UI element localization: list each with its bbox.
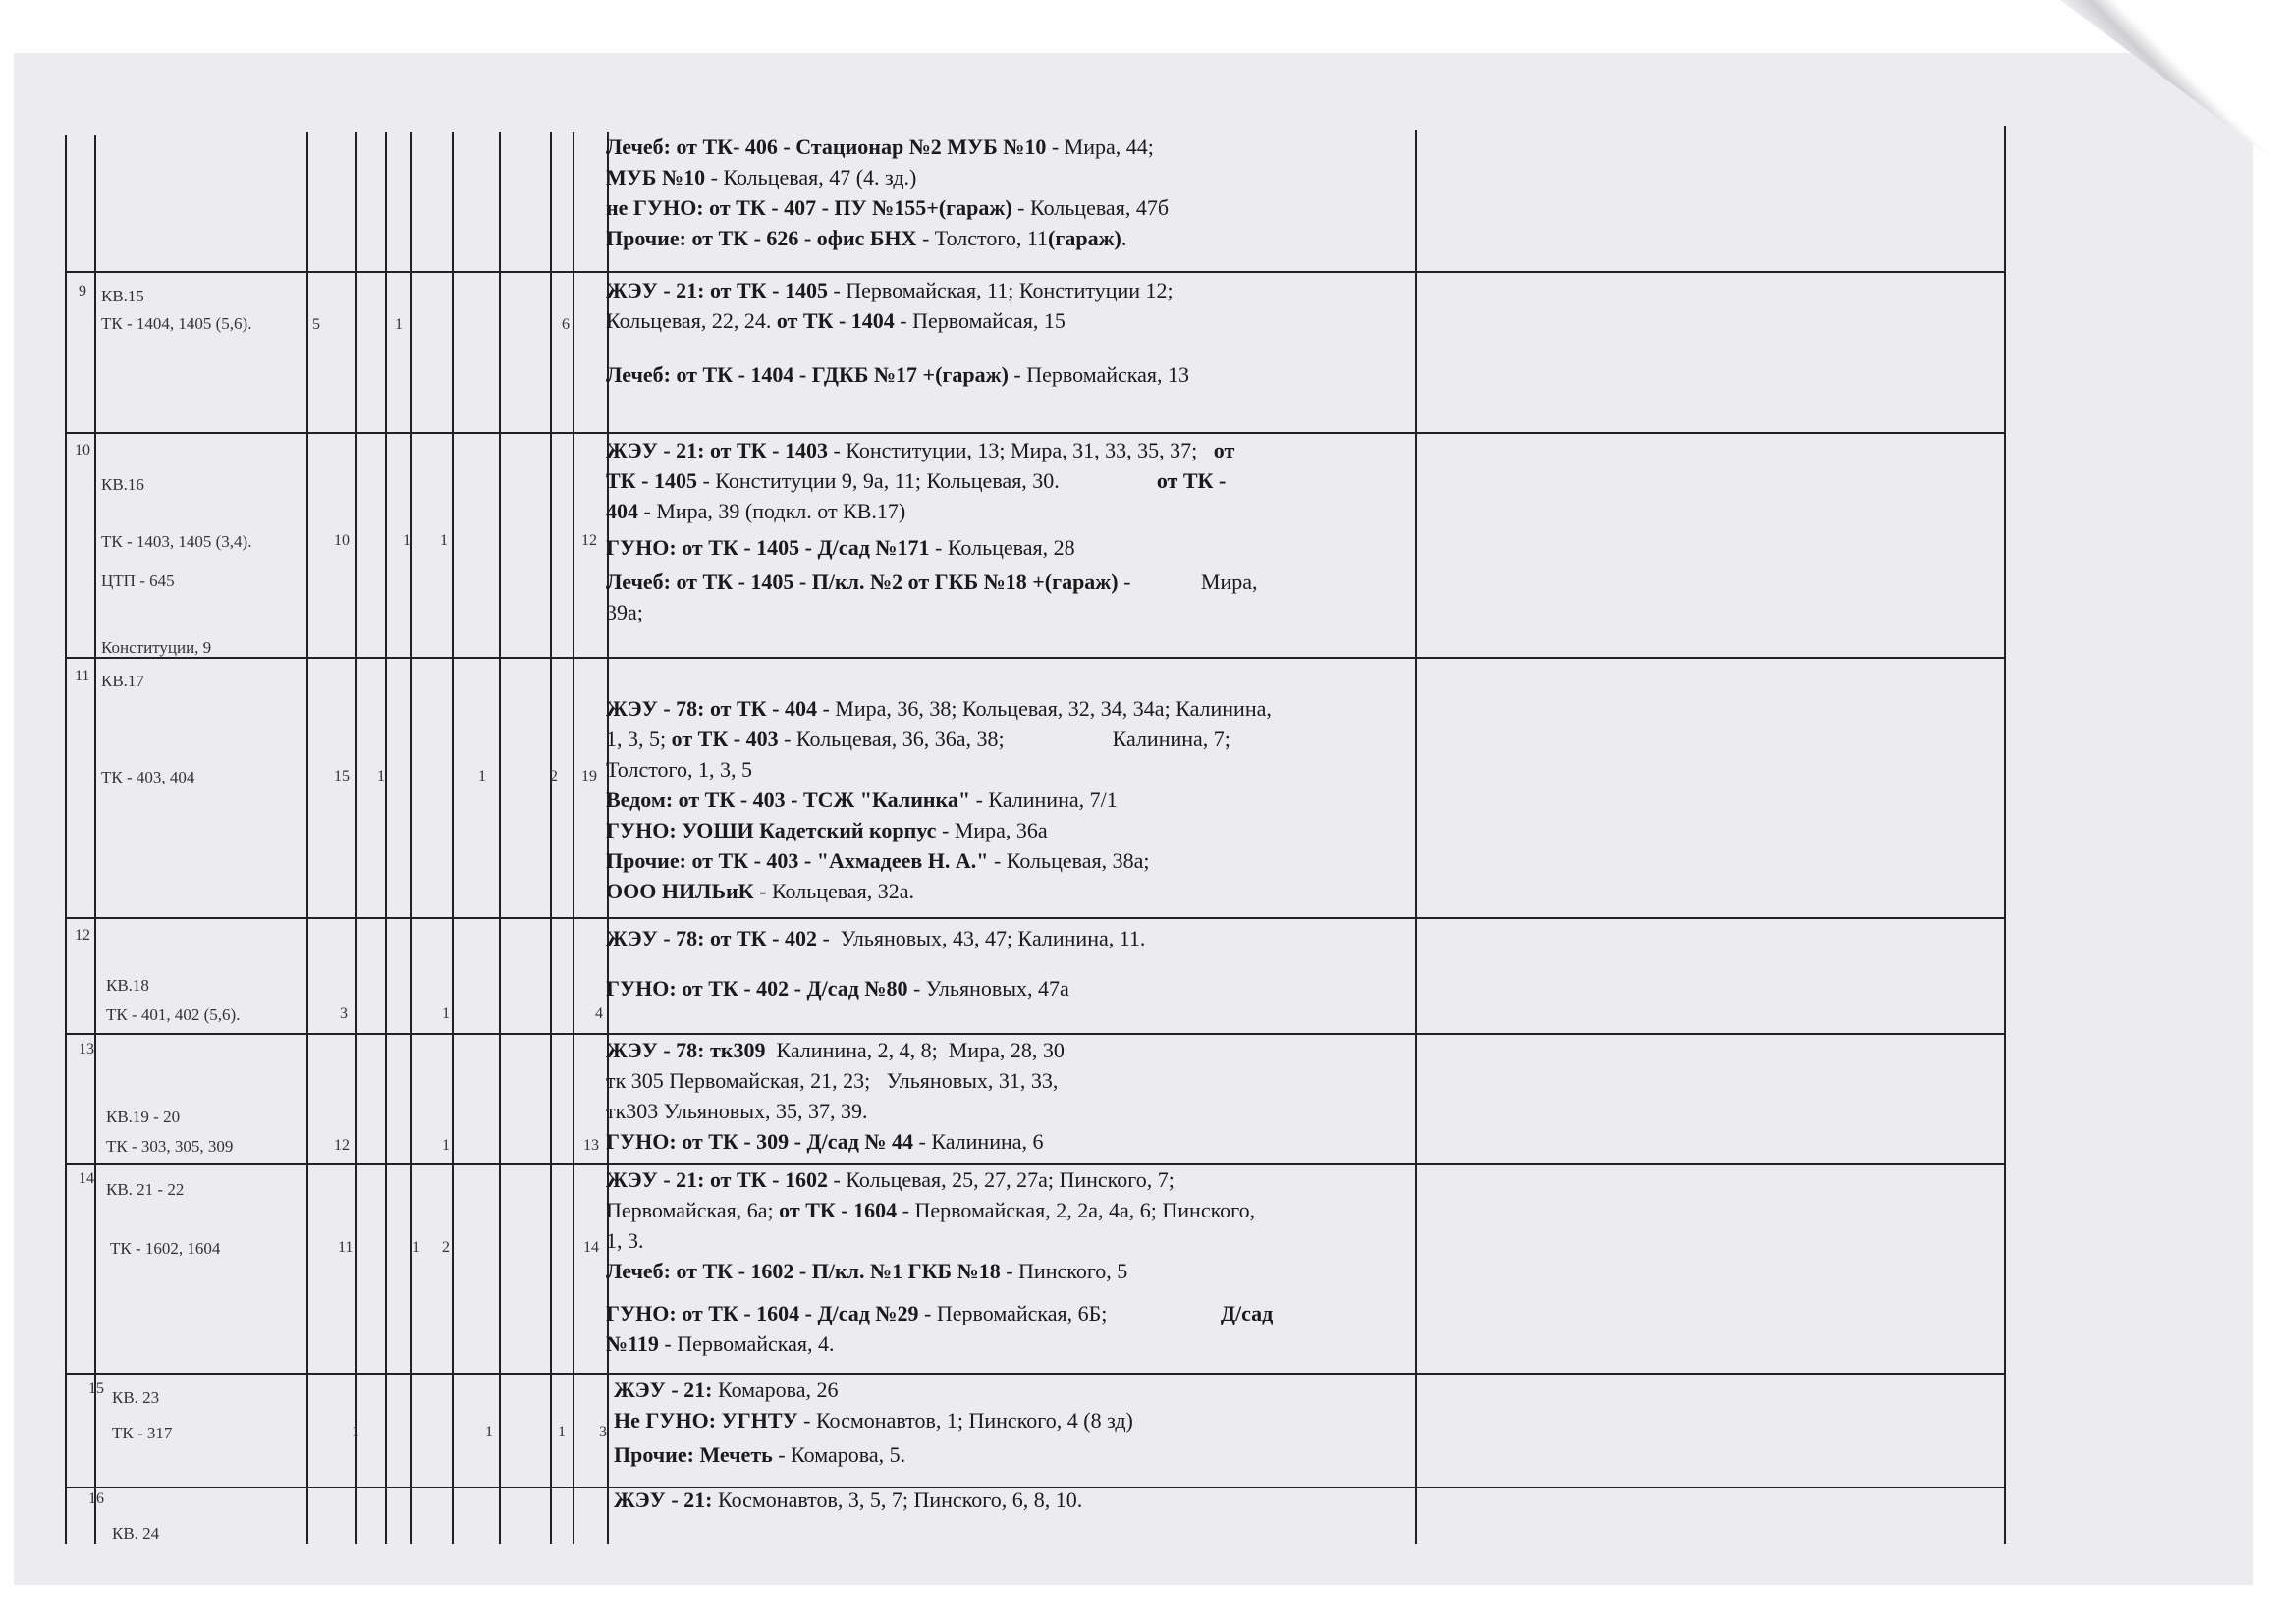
- description-run: - Мира, 44;: [1046, 135, 1154, 159]
- row-number: 9: [79, 283, 86, 299]
- description-run: Комарова, 26: [712, 1378, 839, 1402]
- description-run: - Кольцевая, 25, 27, 27а; Пинского, 7;: [827, 1167, 1175, 1192]
- description-run: Д/сад: [1220, 1301, 1274, 1325]
- description-run: Калинина, 2, 4, 8; Мира, 28, 30: [765, 1038, 1065, 1062]
- description-run: от: [1213, 438, 1235, 462]
- description-line: [606, 359, 1421, 390]
- row-description: [606, 275, 1421, 390]
- description-run: Прочие: от ТК - 626 - офис БНХ: [606, 226, 917, 250]
- description-line: [606, 923, 1421, 953]
- description-run: Не ГУНО: УГНТУ: [614, 1408, 798, 1433]
- row-extra: ЦТП - 645: [101, 571, 175, 590]
- description-run: 1, 3, 5;: [606, 727, 672, 751]
- description-run: - Конституции, 13; Мира, 31, 33, 35, 37;: [827, 438, 1214, 462]
- description-run: от ТК - 1404: [776, 308, 895, 333]
- description-run: - Пинского, 5: [1000, 1259, 1128, 1283]
- description-line: [606, 1256, 1421, 1286]
- description-line: [606, 1328, 1421, 1359]
- row-number: 10: [75, 442, 90, 459]
- description-line: [614, 1439, 1429, 1470]
- row-district: КВ. 24: [112, 1524, 160, 1542]
- description-line: [606, 192, 1421, 223]
- description-run: - Первомайская, 13: [1008, 362, 1190, 387]
- row-count: 1: [442, 1137, 450, 1154]
- description-line: [606, 815, 1421, 845]
- row-total: 3: [599, 1424, 607, 1440]
- row-count: 1: [352, 1424, 359, 1440]
- description-line: [614, 1375, 1429, 1405]
- row-description: [606, 1035, 1421, 1157]
- description-run: ГУНО: от ТК - 1405 - Д/сад №171: [606, 535, 930, 560]
- description-line: [606, 1065, 1421, 1096]
- description-run: - Мира, 36а: [936, 818, 1048, 842]
- description-line: [606, 435, 1421, 465]
- description-line: [606, 1096, 1421, 1126]
- row-tk: ТК - 1602, 1604: [110, 1239, 221, 1258]
- description-line: [606, 845, 1421, 876]
- row-number: 13: [79, 1041, 94, 1057]
- row-district: КВ.17: [101, 672, 144, 690]
- row-count: 1: [442, 1005, 450, 1022]
- description-run: - Первомайсая, 15: [894, 308, 1066, 333]
- description-run: - Ульяновых, 43, 47; Калинина, 11.: [816, 926, 1146, 950]
- row-description: [606, 923, 1421, 1003]
- description-run: Лечеб: от ТК- 406 - Стационар №2 МУБ №10: [606, 135, 1047, 159]
- description-run: - Кольцевая, 47 (4. зд.): [705, 165, 917, 189]
- description-run: - Комарова, 5.: [772, 1442, 906, 1467]
- description-line: [606, 876, 1421, 906]
- row-count: 10: [334, 532, 350, 549]
- description-run: - Первомайская, 4.: [658, 1331, 835, 1356]
- description-line: [606, 597, 1421, 627]
- description-run: ГУНО: УОШИ Кадетский корпус: [606, 818, 937, 842]
- row-count: 2: [550, 768, 558, 784]
- description-run: ЖЭУ - 78: от ТК - 404: [606, 696, 817, 721]
- row-total: 12: [581, 532, 597, 549]
- row-total: 4: [595, 1005, 603, 1022]
- description-line: [606, 275, 1421, 305]
- row-tk: ТК - 317: [112, 1424, 173, 1442]
- row-district: КВ. 21 - 22: [106, 1180, 185, 1199]
- description-line: [614, 1405, 1429, 1435]
- row-number: 16: [88, 1490, 104, 1507]
- description-line: [606, 496, 1421, 526]
- row-district: КВ.19 - 20: [106, 1108, 181, 1126]
- row-count: 2: [442, 1239, 450, 1256]
- description-run: Лечеб: от ТК - 1602 - П/кл. №1 ГКБ №18: [606, 1259, 1001, 1283]
- description-run: - Кольцевая, 36, 36а, 38; Калинина, 7;: [778, 727, 1230, 751]
- row-count: 5: [312, 316, 320, 333]
- row-count: 1: [403, 532, 410, 549]
- description-run: - Первомайская, 11; Конституции 12;: [827, 278, 1174, 302]
- description-run: - Кольцевая, 47б: [1011, 195, 1170, 220]
- row-count: 1: [440, 532, 448, 549]
- description-run: - Кольцевая, 28: [929, 535, 1075, 560]
- row-count: 15: [334, 768, 350, 784]
- description-run: - Калинина, 7/1: [970, 787, 1118, 812]
- row-extra2: Конституции, 9: [101, 638, 212, 657]
- description-run: ООО НИЛЬиК: [606, 879, 754, 903]
- description-line: [606, 162, 1421, 192]
- description-run: ТК - 1405: [606, 468, 697, 493]
- description-line: [606, 754, 1421, 784]
- description-run: от ТК - 1604: [779, 1198, 898, 1222]
- description-run: Ведом: от ТК - 403 - ТСЖ "Калинка": [606, 787, 971, 812]
- description-line: [614, 1485, 1429, 1515]
- description-run: - Мира,: [1118, 569, 1258, 594]
- row-description: [606, 1164, 1421, 1359]
- description-run: Кольцевая, 22, 24.: [606, 308, 777, 333]
- description-run: ГУНО: от ТК - 309 - Д/сад № 44: [606, 1129, 914, 1154]
- row-district: КВ.18: [106, 976, 149, 995]
- description-run: ЖЭУ - 21:: [614, 1378, 713, 1402]
- row-description: [614, 1375, 1429, 1470]
- row-description: [606, 132, 1421, 253]
- description-run: №119: [606, 1331, 659, 1356]
- row-district: КВ. 23: [112, 1388, 160, 1407]
- description-run: ЖЭУ - 21: от ТК - 1602: [606, 1167, 828, 1192]
- description-line: [606, 223, 1421, 253]
- description-line: [606, 567, 1421, 597]
- description-line: [606, 132, 1421, 162]
- description-run: ЖЭУ - 21: от ТК - 1405: [606, 278, 828, 302]
- description-run: Первомайская, 6а;: [606, 1198, 780, 1222]
- description-run: 1, 3.: [606, 1228, 644, 1253]
- description-run: ЖЭУ - 21:: [614, 1488, 713, 1512]
- description-run: - Космонавтов, 1; Пинского, 4 (8 зд): [797, 1408, 1133, 1433]
- description-run: МУБ №10: [606, 165, 706, 189]
- description-run: - Кольцевая, 38а;: [988, 848, 1150, 873]
- row-count: 3: [340, 1005, 348, 1022]
- description-run: - Калинина, 6: [913, 1129, 1044, 1154]
- description-run: Космонавтов, 3, 5, 7; Пинского, 6, 8, 10.: [712, 1488, 1083, 1512]
- row-description: [614, 1485, 1429, 1515]
- row-total: 14: [583, 1239, 599, 1256]
- row-number: 15: [88, 1380, 104, 1397]
- description-line: [606, 305, 1421, 336]
- description-line: [606, 1195, 1421, 1225]
- row-count: 1: [478, 768, 486, 784]
- description-run: ГУНО: от ТК - 402 - Д/сад №80: [606, 976, 908, 1001]
- description-line: [606, 1126, 1421, 1157]
- description-run: от ТК -: [1156, 468, 1227, 493]
- row-number: 12: [75, 927, 90, 944]
- description-run: (гараж): [1048, 226, 1121, 250]
- description-run: Прочие: Мечеть: [614, 1442, 773, 1467]
- description-line: [606, 693, 1421, 724]
- description-run: от ТК - 403: [671, 727, 779, 751]
- description-run: Толстого, 1, 3, 5: [606, 757, 753, 782]
- description-run: .: [1121, 226, 1127, 250]
- row-description: [606, 435, 1421, 627]
- row-total: 13: [583, 1137, 599, 1154]
- row-district: КВ.16: [101, 475, 144, 494]
- description-run: 39а;: [606, 600, 643, 624]
- description-line: [606, 1225, 1421, 1256]
- description-line: [606, 784, 1421, 815]
- description-line: [606, 1164, 1421, 1195]
- description-line: [606, 532, 1421, 563]
- row-tk: ТК - 303, 305, 309: [106, 1137, 234, 1156]
- description-run: тк303 Ульяновых, 35, 37, 39.: [606, 1099, 868, 1123]
- row-number: 11: [75, 668, 90, 684]
- row-district: КВ.15: [101, 287, 144, 305]
- description-line: [606, 1298, 1421, 1328]
- description-run: - Первомайская, 6Б;: [918, 1301, 1221, 1325]
- row-count: 1: [412, 1239, 420, 1256]
- row-count: 1: [558, 1424, 566, 1440]
- row-count: 12: [334, 1137, 350, 1154]
- row-count: 11: [338, 1239, 354, 1256]
- row-tk: ТК - 1403, 1405 (3,4).: [101, 532, 252, 551]
- row-tk: ТК - 403, 404: [101, 768, 195, 786]
- description-run: 404: [606, 499, 638, 523]
- row-tk: ТК - 1404, 1405 (5,6).: [101, 314, 252, 333]
- description-line: [606, 1035, 1421, 1065]
- row-number: 14: [79, 1170, 94, 1187]
- description-run: - Мира, 39 (подкл. от КВ.17): [638, 499, 906, 523]
- description-run: ГУНО: от ТК - 1604 - Д/сад №29: [606, 1301, 919, 1325]
- row-description: [606, 693, 1421, 906]
- description-line: [606, 724, 1421, 754]
- description-run: - Толстого, 11: [916, 226, 1049, 250]
- description-run: Прочие: от ТК - 403 - "Ахмадеев Н. А.": [606, 848, 989, 873]
- description-run: - Мира, 36, 38; Кольцевая, 32, 34, 34а; Калинина,: [816, 696, 1272, 721]
- row-tk: ТК - 401, 402 (5,6).: [106, 1005, 241, 1024]
- description-run: не ГУНО: от ТК - 407 - ПУ №155+(гараж): [606, 195, 1012, 220]
- description-run: ЖЭУ - 78: от ТК - 402: [606, 926, 817, 950]
- description-run: ЖЭУ - 21: от ТК - 1403: [606, 438, 828, 462]
- description-run: Лечеб: от ТК - 1404 - ГДКБ №17 +(гараж): [606, 362, 1009, 387]
- description-run: Лечеб: от ТК - 1405 - П/кл. №2 от ГКБ №18 +(гараж): [606, 569, 1119, 594]
- description-run: - Кольцевая, 32а.: [753, 879, 915, 903]
- description-line: [606, 465, 1421, 496]
- description-line: [606, 973, 1421, 1003]
- row-total: 19: [581, 768, 597, 784]
- description-run: - Ульяновых, 47а: [907, 976, 1069, 1001]
- description-run: ЖЭУ - 78: тк309: [606, 1038, 766, 1062]
- description-run: тк 305 Первомайская, 21, 23; Ульяновых, 31, 33,: [606, 1068, 1059, 1093]
- row-count: 1: [485, 1424, 493, 1440]
- description-run: - Конституции 9, 9а, 11; Кольцевая, 30.: [696, 468, 1157, 493]
- description-run: - Первомайская, 2, 2а, 4а, 6; Пинского,: [897, 1198, 1256, 1222]
- row-total: 6: [562, 316, 570, 333]
- row-count: 1: [377, 768, 385, 784]
- row-count: 1: [395, 316, 403, 333]
